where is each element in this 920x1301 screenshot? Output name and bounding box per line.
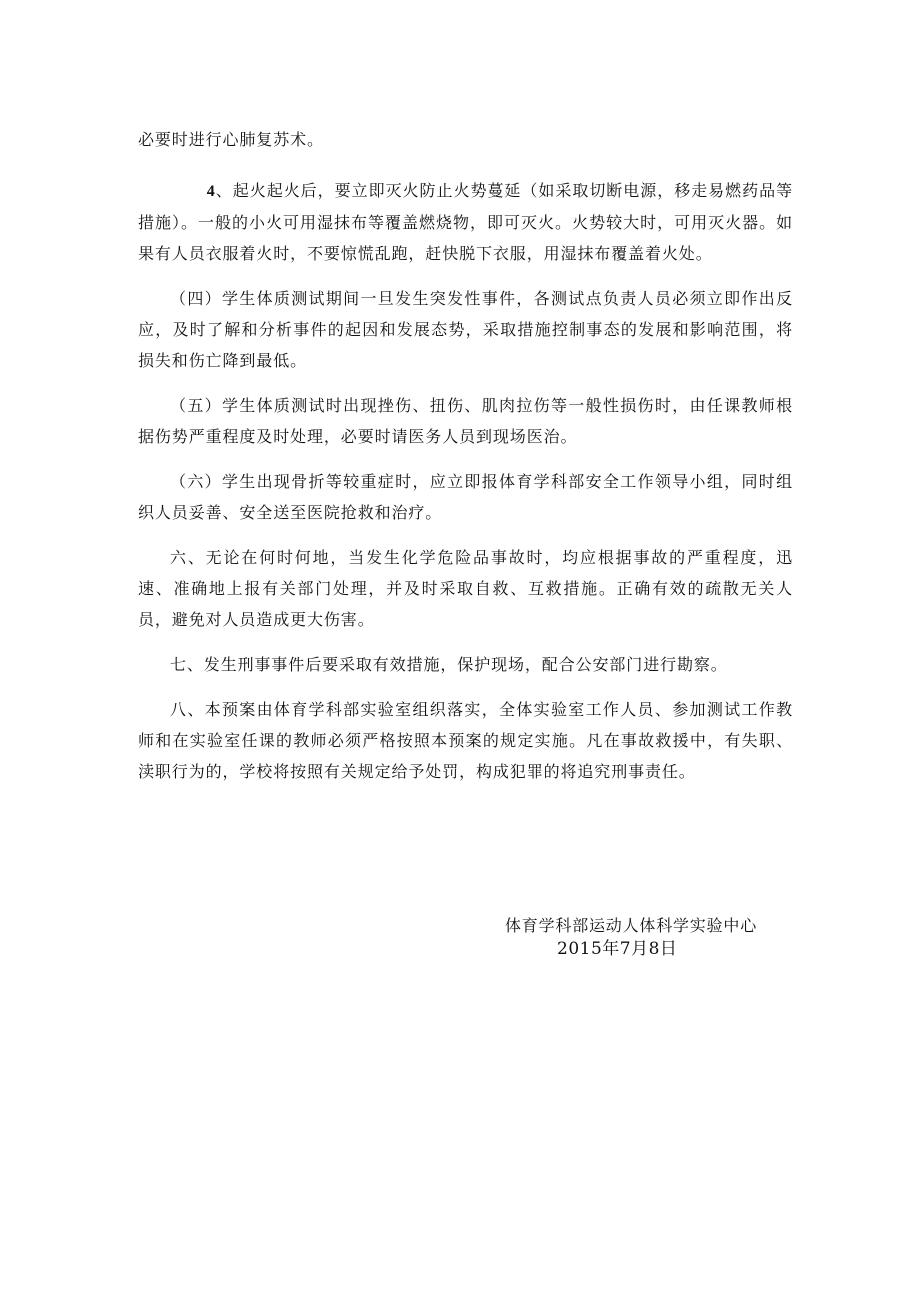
signature-organization: 体育学科部运动人体科学实验中心 xyxy=(505,916,758,935)
signature-date: 2015年7月8日 xyxy=(557,939,678,959)
paragraph-fracture: （六）学生出现骨折等较重症时，应立即报体育学科部安全工作领导小组，同时组织人员妥善、安全送至医院抢救和治疗。 xyxy=(138,472,793,522)
item-number: 4 xyxy=(206,183,216,200)
paragraph-minor-injury: （五）学生体质测试时出现挫伤、扭伤、肌肉拉伤等一般性损伤时，由任课教师根据伤势严重程度及时处理，必要时请医务人员到现场医治。 xyxy=(138,396,793,446)
signature-block xyxy=(505,914,765,960)
document-body xyxy=(138,124,793,801)
paragraph-chemical-accident: 六、无论在何时何地，当发生化学危险品事故时，均应根据事故的严重程度，迅速、准确地上报有关部门处理，并及时采取自救、互救措施。正确有效的疏散无关人员，避免对人员造成更大伤害。 xyxy=(138,548,793,629)
paragraph-cpr-continuation: 必要时进行心肺复苏术。 xyxy=(138,130,324,149)
paragraph-implementation: 八、本预案由体育学科部实验室组织落实，全体实验室工作人员、参加测试工作教师和在实验室任课的教师必须严格按照本预案的规定实施。凡在事故救援中，有失职、渎职行为的，学校将按照有关规定给予处罚，构成犯罪的将追究刑事责任。 xyxy=(138,700,793,781)
paragraph-criminal-event: 七、发生刑事事件后要采取有效措施，保护现场，配合公安部门进行勘察。 xyxy=(170,655,728,674)
paragraph-fire-response xyxy=(138,175,793,269)
paragraph-emergency-events: （四）学生体质测试期间一旦发生突发性事件，各测试点负责人员必须立即作出反应，及时了解和分析事件的起因和发展态势，采取措施控制事态的发展和影响范围，将损失和伤亡降到最低。 xyxy=(138,289,793,370)
paragraph-fire-response-text: 、起火起火后，要立即灭火防止火势蔓延（如采取切断电源，移走易燃药品等措施）。一般的小火可用湿抹布等覆盖燃烧物，即可灭火。火势较大时，可用灭火器。如果有人员衣服着火时，不要惊慌乱跑，赶快脱下衣服，用湿抹布覆盖着火处。 xyxy=(138,181,793,263)
